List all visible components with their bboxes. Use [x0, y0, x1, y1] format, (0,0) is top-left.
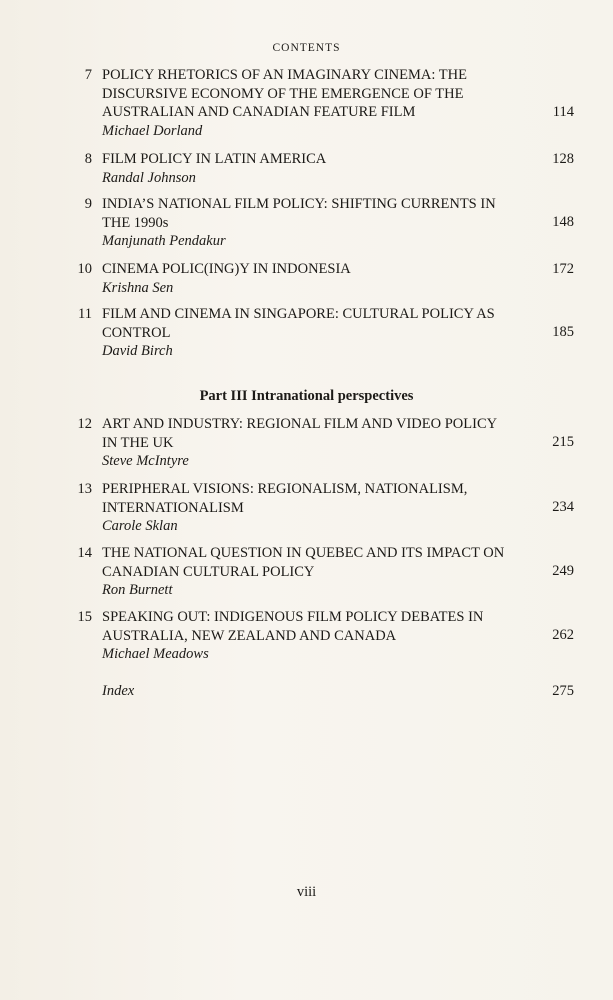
chapter-number: 13 [77, 481, 92, 497]
toc-entry [68, 260, 574, 297]
chapter-author: Ron Burnett [102, 582, 173, 599]
toc-entry [68, 305, 574, 361]
chapter-title: ART AND INDUSTRY: REGIONAL FILM AND VIDEO POLICY IN THE UK [102, 416, 498, 451]
page-number: 249 [552, 563, 574, 579]
chapter-author: Michael Meadows [102, 646, 209, 663]
index-page-number: 275 [552, 683, 574, 699]
chapter-title: FILM AND CINEMA IN SINGAPORE: CULTURAL POLICY AS CONTROL [102, 306, 495, 341]
chapter-number: 11 [78, 306, 92, 322]
page-number: 128 [552, 151, 574, 167]
page-number: 114 [552, 104, 574, 120]
chapter-author: Steve McIntyre [102, 453, 189, 470]
chapter-number: 8 [84, 151, 92, 167]
chapter-author: Carole Sklan [102, 518, 178, 535]
part-heading: Part III Intranational perspectives [199, 388, 414, 404]
page-number: 262 [552, 627, 574, 643]
chapter-title: SPEAKING OUT: INDIGENOUS FILM POLICY DEBATES IN AUSTRALIA, NEW ZEALAND AND CANADA [102, 609, 484, 644]
page-number: 148 [552, 214, 574, 230]
toc-entry [68, 150, 574, 187]
page-number: 234 [552, 499, 574, 515]
page-number: 172 [552, 261, 574, 277]
chapter-author: Randal Johnson [102, 169, 196, 186]
chapter-number: 7 [84, 67, 92, 83]
chapter-title: FILM POLICY IN LATIN AMERICA [102, 151, 327, 167]
chapter-author: Krishna Sen [102, 279, 174, 296]
chapter-number: 9 [84, 196, 92, 212]
chapter-title: POLICY RHETORICS OF AN IMAGINARY CINEMA: THE DISCURSIVE ECONOMY OF THE EMERGENCE OF THE AUSTRALIAN AND CANADIAN FEATURE FILM [102, 67, 467, 121]
chapter-title: INDIA’S NATIONAL FILM POLICY: SHIFTING CURRENTS IN THE 1990s [102, 196, 496, 231]
chapter-number: 10 [77, 261, 92, 277]
chapter-number: 15 [77, 609, 92, 625]
toc-entry [68, 544, 574, 600]
chapter-author: Michael Dorland [102, 122, 203, 139]
toc-entry [68, 195, 574, 251]
chapter-title: PERIPHERAL VISIONS: REGIONALISM, NATIONALISM, INTERNATIONALISM [102, 481, 468, 516]
page-number: 185 [552, 324, 574, 340]
page-number: 215 [552, 434, 574, 450]
toc-entry [68, 66, 574, 140]
chapter-author: David Birch [102, 343, 173, 360]
toc-entry [68, 415, 574, 471]
chapter-title: CINEMA POLIC(ING)Y IN INDONESIA [102, 261, 351, 277]
running-head: CONTENTS [272, 42, 341, 54]
toc-entry [68, 608, 574, 664]
index-label: Index [102, 683, 135, 699]
toc-entry [68, 480, 574, 536]
chapter-title: THE NATIONAL QUESTION IN QUEBEC AND ITS IMPACT ON CANADIAN CULTURAL POLICY [102, 545, 505, 580]
chapter-number: 12 [77, 416, 92, 432]
chapter-number: 14 [77, 545, 92, 561]
folio: viii [296, 884, 317, 900]
chapter-author: Manjunath Pendakur [102, 233, 226, 250]
